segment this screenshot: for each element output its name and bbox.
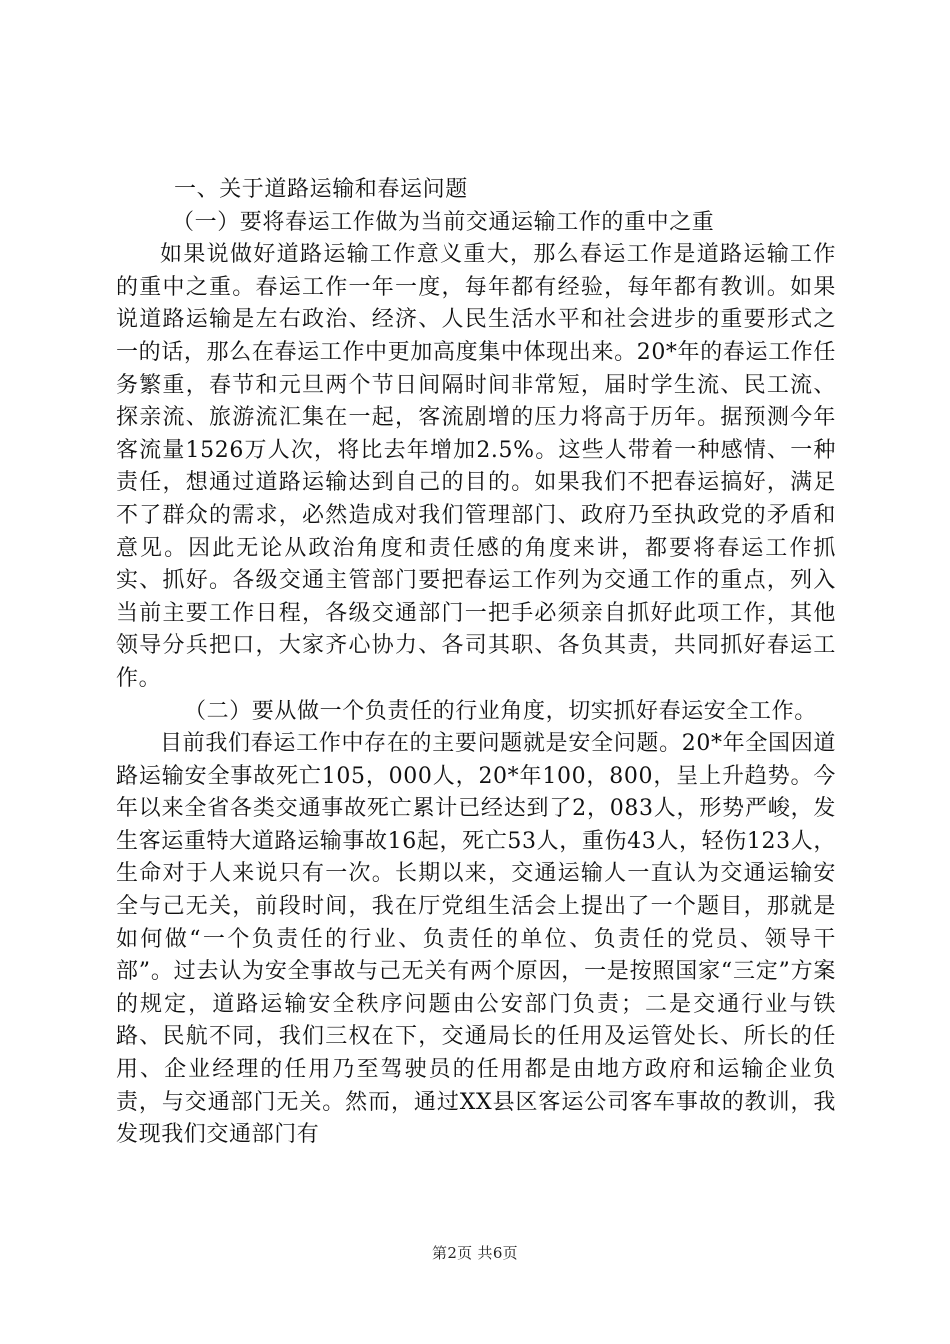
page-number-footer: 第2页 共6页 (432, 1244, 518, 1262)
subsection-heading-1: （一）要将春运工作做为当前交通运输工作的重中之重 (172, 209, 715, 235)
subsection-heading-2: （二）要从做一个负责任的行业角度，切实抓好春运安全工作。 (184, 698, 817, 724)
body-paragraph-1: 如果说做好道路运输工作意义重大，那么春运工作是道路运输工作的重中之重。春运工作一年一度，每年都有经验，每年都有教训。如果说道路运输是左右政治、经济、人民生活水平和社会进步的重要形式之一的话，那么在春运工作中更加高度集中体现出来。20*年的春运工作任务繁重，春节和元旦两个节日间隔时间非常短，届时学生流、民工流、探亲流、旅游流汇集在一起，客流剧增的压力将高于历年。据预测今年客流量1526万人次，将比去年增加2.5%。这些人带着一种感情、一种责任，想通过道路运输达到自己的目的。如果我们不把春运搞好，满足不了群众的需求，必然造成对我们管理部门、政府乃至执政党的矛盾和意见。因此无论从政治角度和责任感的角度来讲，都要将春运工作抓实、抓好。各级交通主管部门要把春运工作列为交通工作的重点，列入当前主要工作日程，各级交通部门一把手必须亲自抓好此项工作，其他领导分兵把口，大家齐心协力、各司其职、各负其责，共同抓好春运工作。 (116, 242, 836, 691)
document-body (116, 174, 836, 1152)
section-heading: 一、关于道路运输和春运问题 (174, 177, 468, 202)
body-paragraph-2: 目前我们春运工作中存在的主要问题就是安全问题。20*年全国因道路运输安全事故死亡105，000人，20*年100，800，呈上升趋势。今年以来全省各类交通事故死亡累计已经达到了2，083人，形势严峻，发生客运重特大道路运输事故16起，死亡53人，重伤43人，轻伤123人，生命对于人来说只有一次。长期以来，交通运输人一直认为交通运输安全与己无关，前段时间，我在厅党组生活会上提出了一个题目，那就是如何做“一个负责任的行业、负责任的单位、负责任的党员、领导干部”。过去认为安全事故与己无关有两个原因，一是按照国家“三定”方案的规定，道路运输安全秩序问题由公安部门负责；二是交通行业与铁路、民航不同，我们三权在下，交通局长的任用及运管处长、所长的任用、企业经理的任用乃至驾驶员的任用都是由地方政府和运输企业负责，与交通部门无关。然而，通过XX县区客运公司客车事故的教训，我发现我们交通部门有 (116, 731, 836, 1148)
